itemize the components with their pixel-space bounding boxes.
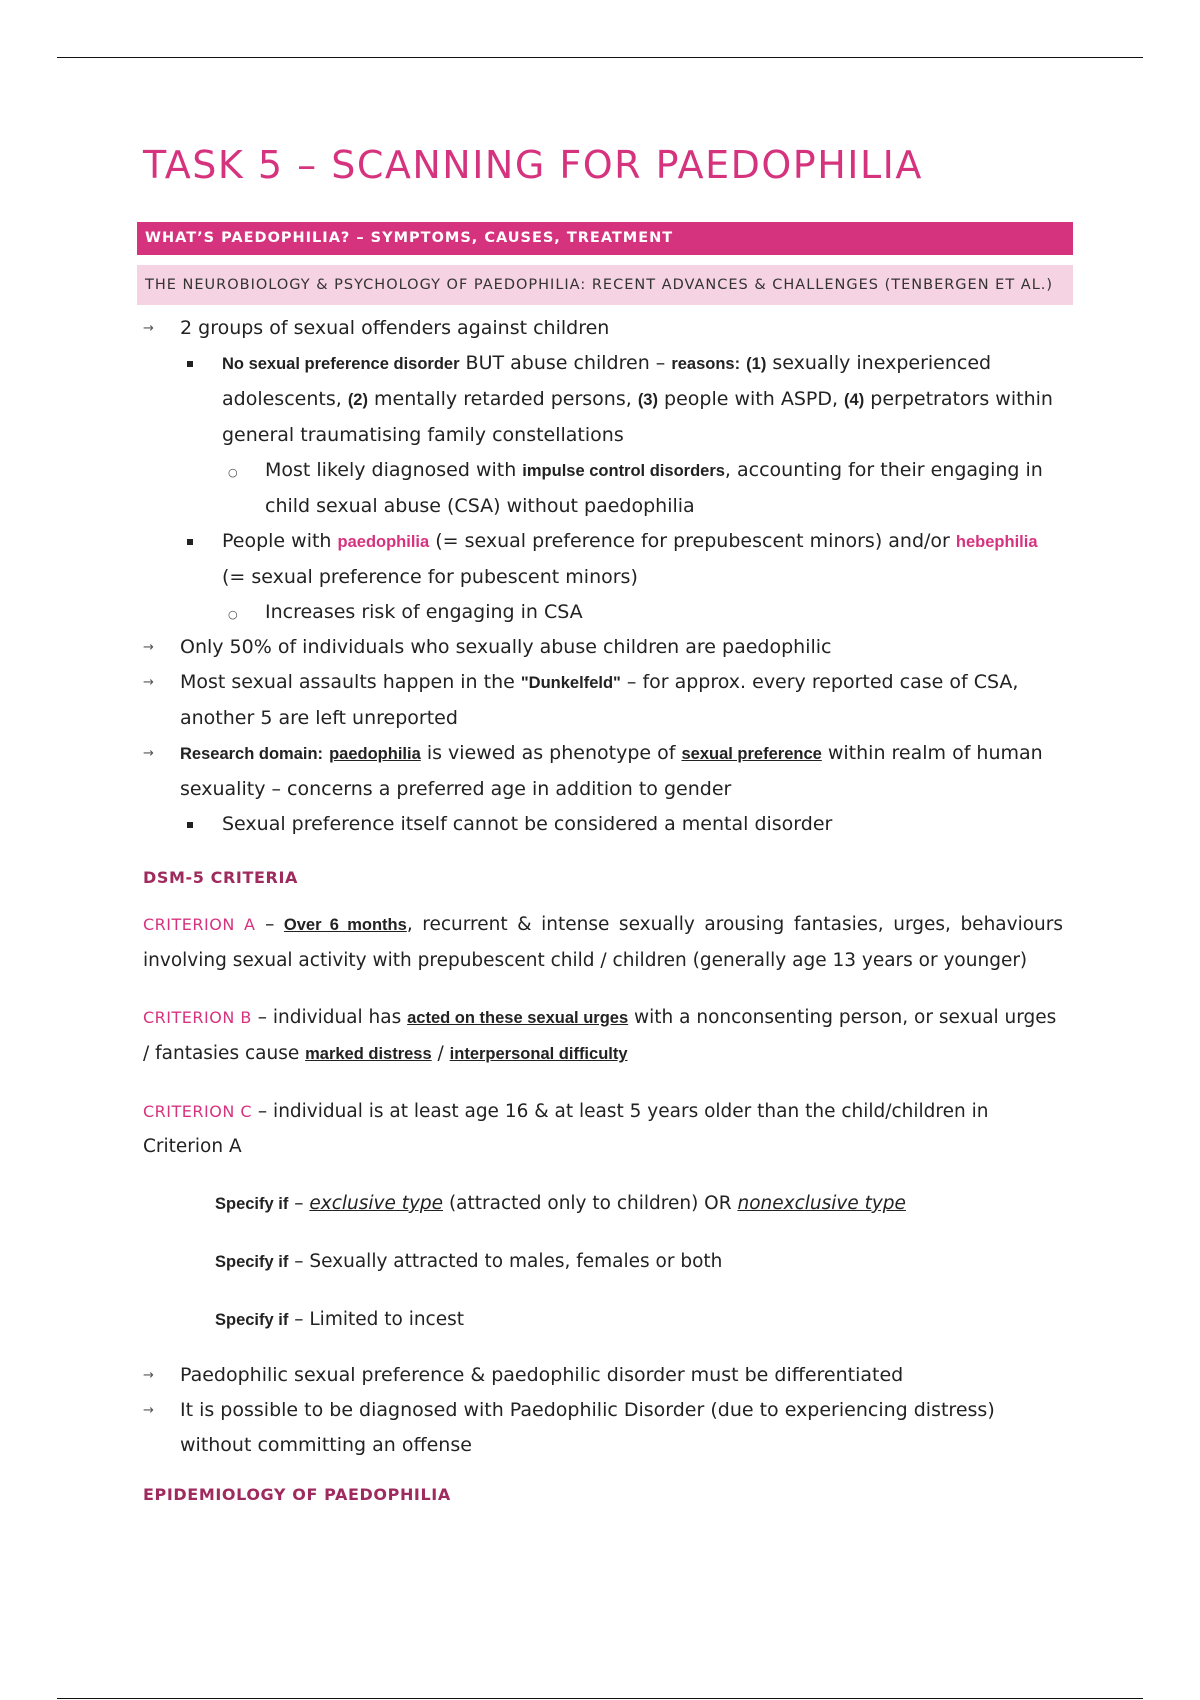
bullet-research-domain: → Research domain: paedophilia is viewed as phenotype of sexual preference within realm of human sexuality – concerns a preferred age in addition to gender: [143, 736, 1063, 807]
top-rule: [57, 57, 1143, 58]
specify-incest: Specify if – Limited to incest: [215, 1309, 465, 1330]
dsm-heading: DSM-5 CRITERIA: [143, 868, 298, 887]
criterion-b: CRITERION B – individual has acted on these sexual urges with a nonconsenting person, or sexual urges / fantasies cause marked distress / interpersonal difficulty: [143, 1007, 1057, 1064]
epidemiology-heading: EPIDEMIOLOGY OF PAEDOPHILIA: [143, 1485, 451, 1504]
document-page: [143, 135, 1063, 1504]
criterion-a: CRITERION A – Over 6 months, recurrent & intense sexually arousing fantasies, urges, behaviours involving sexual activity with prepubescent child / children (generally age 13 years or younger): [143, 914, 1064, 971]
subsection-heading-bar: THE NEUROBIOLOGY & PSYCHOLOGY OF PAEDOPHILIA: RECENT ADVANCES & CHALLENGES (TENBERGEN ET AL.): [137, 265, 1073, 305]
bullet-no-preference: No sexual preference disorder BUT abuse children – reasons: (1) sexually inexperienced adolescents, (2) mentally retarded persons, (3) people with ASPD, (4) perpetrators within general traumatising family constellations: [143, 346, 1063, 453]
bullet-differentiate: → Paedophilic sexual preference & paedophilic disorder must be differentiated: [143, 1358, 1063, 1393]
specify-exclusive: Specify if – exclusive type (attracted only to children) OR nonexclusive type: [215, 1193, 906, 1214]
bullet-fifty-percent: → Only 50% of individuals who sexually abuse children are paedophilic: [143, 630, 1063, 665]
bullet-groups-intro: → 2 groups of sexual offenders against children: [143, 311, 1063, 346]
criterion-c: CRITERION C – individual is at least age 16 & at least 5 years older than the child/children in Criterion A: [143, 1101, 989, 1157]
bullet-possible-diagnosis: → It is possible to be diagnosed with Paedophilic Disorder (due to experiencing distress) without committing an offense: [143, 1393, 1063, 1463]
section-heading-bar: WHAT’S PAEDOPHILIA? – SYMPTOMS, CAUSES, TREATMENT: [137, 222, 1073, 255]
page-title: TASK 5 – SCANNING FOR PAEDOPHILIA: [143, 143, 923, 187]
sub-bullet-impulse-control: ○ Most likely diagnosed with impulse control disorders, accounting for their engaging in child sexual abuse (CSA) without paedophilia: [143, 453, 1063, 524]
bullet-sexual-preference: Sexual preference itself cannot be considered a mental disorder: [143, 807, 1063, 842]
bottom-rule: [57, 1698, 1143, 1699]
specify-attraction: Specify if – Sexually attracted to males, females or both: [215, 1251, 723, 1272]
bullet-dunkelfeld: → Most sexual assaults happen in the "Dunkelfeld" – for approx. every reported case of CSA, another 5 are left unreported: [143, 665, 1063, 736]
bullet-paedophilia-group: People with paedophilia (= sexual preference for prepubescent minors) and/or hebephilia (= sexual preference for pubescent minors): [143, 524, 1063, 595]
sub-bullet-increases-risk: ○ Increases risk of engaging in CSA: [143, 595, 1063, 630]
